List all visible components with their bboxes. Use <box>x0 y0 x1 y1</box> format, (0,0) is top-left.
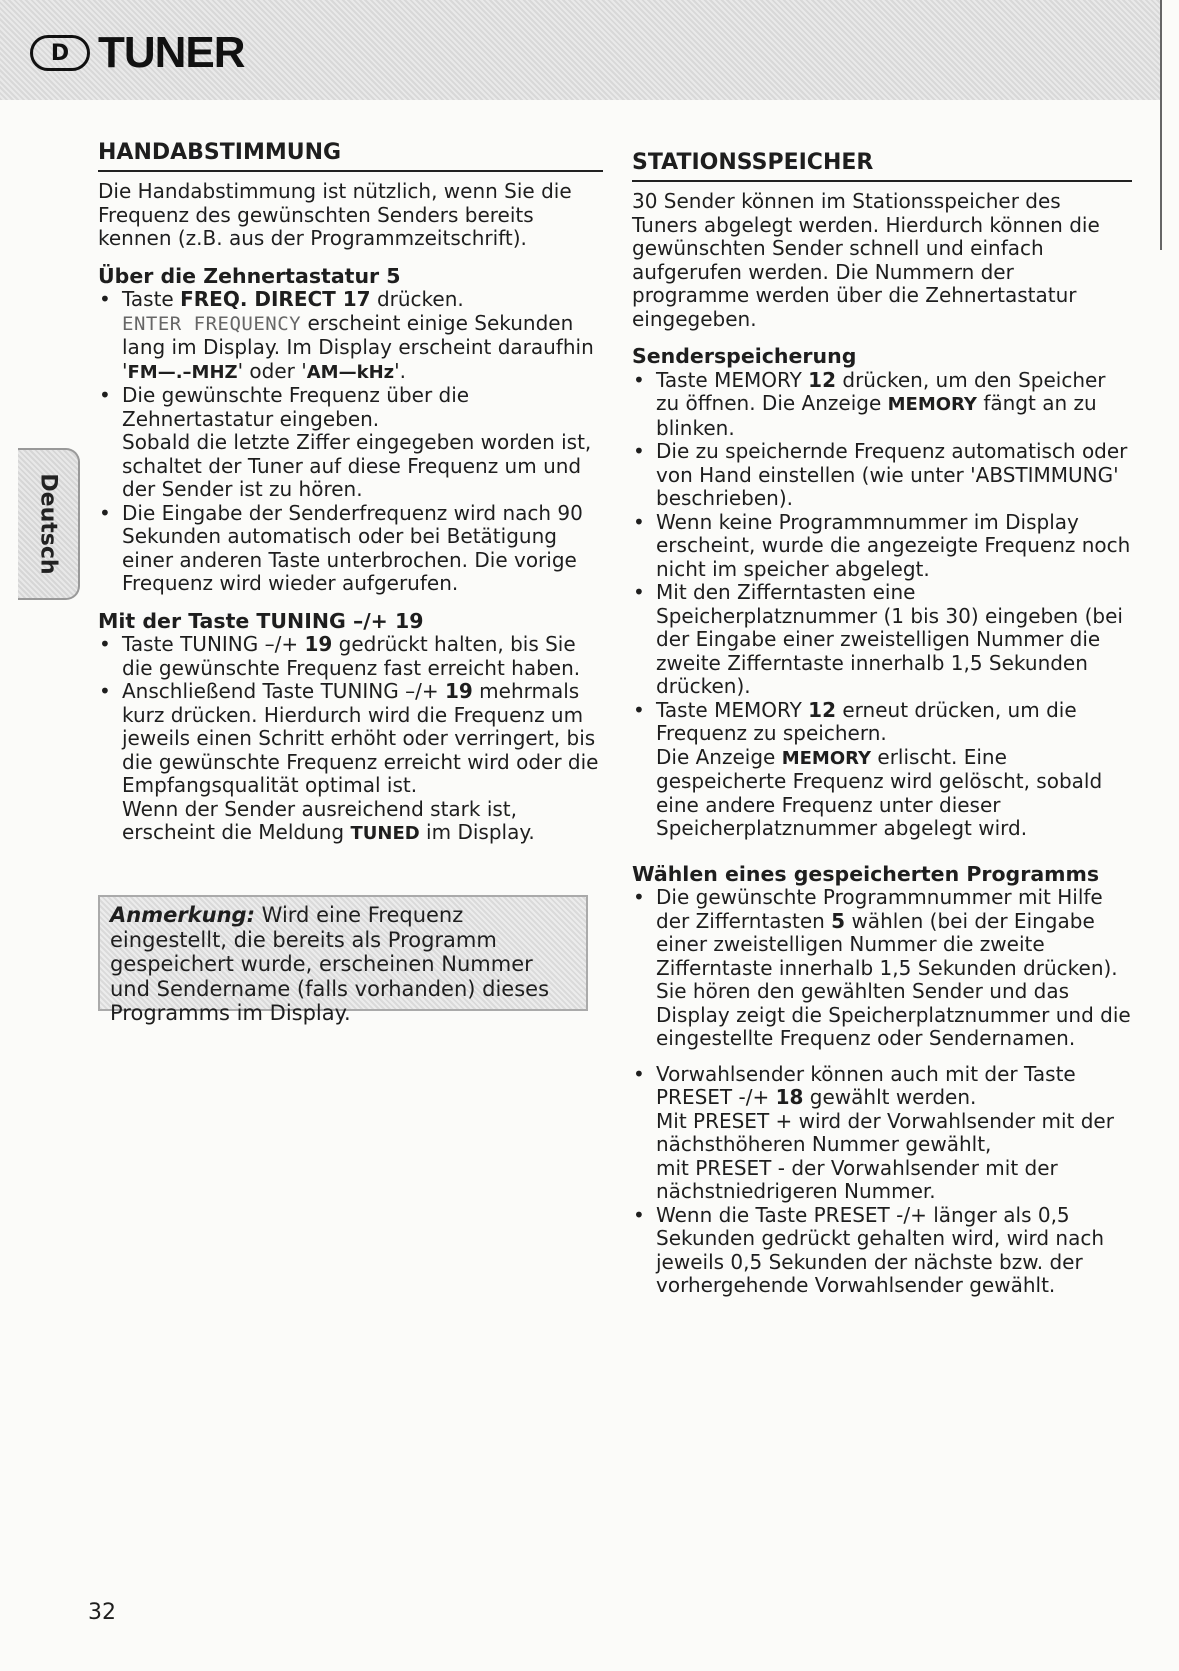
right-column <box>632 150 1132 1298</box>
list-item: • Taste FREQ. DIRECT 17 drücken. <box>98 288 603 312</box>
page-title: TUNER <box>98 28 245 77</box>
list-item-continuation: Sobald die letzte Ziffer eingegeben worden ist, schaltet der Tuner auf diese Frequenz um und der Sender ist zu hören. <box>122 430 592 501</box>
list-item: • Die gewünschte Frequenz über die Zehnertastatur eingeben. <box>98 384 603 431</box>
note-box <box>98 895 588 1025</box>
subheading-zehnertastatur: Über die Zehnertastatur 5 <box>98 263 401 288</box>
language-d-badge: D <box>30 35 90 71</box>
list-item-continuation: Sie hören den gewählten Sender und das Display zeigt die Speicherplatznummer und die eingestellte Frequenz oder Sendernamen. <box>656 979 1131 1050</box>
list-item: • Wenn die Taste PRESET -/+ länger als 0,5 Sekunden gedrückt gehalten wird, wird nach jeweils 0,5 Sekunden der nächste bzw. der vorhergehende Vorwahlsender gewählt. <box>632 1204 1132 1298</box>
language-side-tab <box>18 448 80 600</box>
list-item-continuation: Wenn der Sender ausreichend stark ist, erscheint die Meldung TUNED im Display. <box>122 796 535 844</box>
side-tab-label: Deutsch <box>35 473 61 575</box>
lcd-display-text: ENTER FREQUENCY <box>122 312 302 335</box>
list-item: • Die zu speichernde Frequenz automatisch oder von Hand einstellen (wie unter 'ABSTIMMUNG' beschrieben). <box>632 440 1132 511</box>
list-item-continuation: Die Anzeige MEMORY erlischt. Eine gespeicherte Frequenz wird gelöscht, sobald eine andere Frequenz unter dieser Speicherplatznummer abgelegt wird. <box>656 744 1103 840</box>
list-item: • Taste TUNING –/+ 19 gedrückt halten, bis Sie die gewünschte Frequenz fast erreicht haben. <box>98 633 603 680</box>
page-number: 32 <box>88 1600 116 1625</box>
programm-waehlen-list <box>632 886 1132 1298</box>
note-text: Wird eine Frequenz eingestellt, die bereits als Programm gespeichert wurde, erscheinen Nummer und Sendername (falls vorhanden) dieses Programms im Display. <box>110 903 550 1025</box>
subheading-senderspeicherung: Senderspeicherung <box>632 344 857 368</box>
page-edge-line <box>1160 0 1162 250</box>
list-item: • Die Eingabe der Senderfrequenz wird nach 90 Sekunden automatisch oder bei Betätigung einer anderen Taste unterbrochen. Die vorige Frequenz wird wieder aufgerufen. <box>98 502 603 596</box>
tuning-list <box>98 633 603 846</box>
list-item: • Wenn keine Programmnummer im Display erscheint, wurde die angezeigte Frequenz noch nicht im speicher abgelegt. <box>632 511 1132 582</box>
note-label: Anmerkung: <box>110 903 255 927</box>
intro-paragraph: 30 Sender können im Stationsspeicher des Tuners abgelegt werden. Hierdurch können die gewünschten Sender schnell und einfach aufgerufen werden. Die Nummern der programme werden über die Zehnertastatur eingegeben. <box>632 189 1100 331</box>
list-item-continuation: ENTER FREQUENCY erscheint einige Sekunden lang im Display. Im Display erscheint daraufhin 'FM—.–MHZ' oder 'AM—kHz'. <box>122 310 594 383</box>
list-item: • Mit den Zifferntasten eine Speicherplatznummer (1 bis 30) eingeben (bei der Eingabe einer zweistelligen Nummer die zweite Zifferntaste innerhalb 1,5 Sekunden drücken). <box>632 581 1132 699</box>
section-rule <box>98 170 603 172</box>
list-item: • Taste MEMORY 12 erneut drücken, um die Frequenz zu speichern. <box>632 699 1132 746</box>
intro-paragraph: Die Handabstimmung ist nützlich, wenn Sie die Frequenz des gewünschten Senders bereits kennen (z.B. aus der Programmzeitschrift). <box>98 179 572 250</box>
senderspeicherung-list <box>632 369 1132 841</box>
subheading-programm-waehlen: Wählen eines gespeicherten Programms <box>632 861 1100 886</box>
list-item: • Anschließend Taste TUNING –/+ 19 mehrmals kurz drücken. Hierdurch wird die Frequenz um jeweils einen Schritt erhöht oder verringert, bis die gewünschte Frequenz erreicht wird oder die Empfangsqualität optimal ist. <box>98 680 603 798</box>
left-column <box>98 140 603 846</box>
zehnertastatur-list <box>98 288 603 596</box>
list-item-continuation: Mit PRESET + wird der Vorwahlsender mit der nächsthöheren Nummer gewählt, <box>656 1108 1114 1156</box>
list-item: • Taste MEMORY 12 drücken, um den Speicher zu öffnen. Die Anzeige MEMORY fängt an zu blinken. <box>632 369 1132 441</box>
section-title-stationsspeicher: STATIONSSPEICHER <box>632 150 874 175</box>
subheading-tuning: Mit der Taste TUNING –/+ 19 <box>98 608 424 633</box>
list-item: • Die gewünschte Programmnummer mit Hilfe der Zifferntasten 5 wählen (bei der Eingabe einer zweistelligen Nummer die zweite Zifferntaste innerhalb 1,5 Sekunden drücken). <box>632 886 1132 980</box>
section-title-handabstimmung: HANDABSTIMMUNG <box>98 140 342 165</box>
section-rule <box>632 180 1132 182</box>
list-item-continuation: mit PRESET - der Vorwahlsender mit der nächstniedrigeren Nummer. <box>656 1155 1058 1203</box>
list-item: • Vorwahlsender können auch mit der Taste PRESET -/+ 18 gewählt werden. <box>632 1063 1132 1110</box>
